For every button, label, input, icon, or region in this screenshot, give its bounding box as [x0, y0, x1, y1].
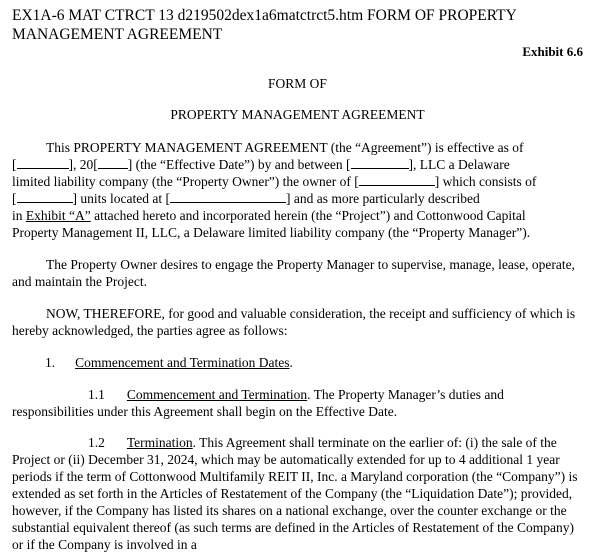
section-body: . This Agreement shall terminate on the earlier of: (i) the sale of the Project or (ii) December 31, 2024, which may be automatically extended for up to 4 additional 1 year periods if the term of Cottonwood Multifamily REIT II, Inc. a Maryland corporation (the “Company”) is extended as set forth in the Articles of Restatement of the Company (the “Liquidation Date”); provided, however, if the Company has listed its shares on a national exchange, over the counter exchange or the substantial equivalent thereof (as such terms are defined in the Articles of Restatement of the Company) or if the Company is involved in a	[12, 435, 578, 552]
form-of-heading: FORM OF	[268, 76, 327, 91]
intro-line-1: This PROPERTY MANAGEMENT AGREEMENT (the “Agreement”) is effective as of	[46, 140, 524, 155]
document-file-title: EX1A-6 MAT CTRCT 13 d219502dex1a6matctrct5.htm FORM OF PROPERTY MANAGEMENT AGREEMENT	[12, 7, 517, 43]
exhibit-a-reference: Exhibit “A”	[25, 208, 91, 223]
section-number: 1.2	[88, 435, 105, 450]
exhibit-label: Exhibit 6.6	[522, 44, 583, 59]
section-1-heading	[45, 355, 293, 371]
desire-paragraph: The Property Owner desires to engage the Property Manager to supervise, manage, lease, operate, and maintain the Project.	[12, 257, 575, 289]
intro-text: ] units located at [	[72, 191, 170, 206]
year-blank[interactable]	[98, 156, 128, 169]
address-blank[interactable]	[170, 190, 286, 203]
units-blank[interactable]	[17, 190, 73, 203]
agreement-title: PROPERTY MANAGEMENT AGREEMENT	[170, 107, 425, 122]
owner-name-blank[interactable]	[351, 156, 409, 169]
intro-text: ] (the “Effective Date”) by and between [	[127, 157, 351, 172]
intro-text: attached hereto and incorporated herein (the “Project”) and Cottonwood Capital	[90, 208, 526, 223]
section-body: . The Property Manager’s duties and responsibilities under this Agreement shall begin on the Effective Date.	[12, 387, 504, 419]
section-title-period: .	[289, 355, 293, 370]
intro-text: [	[12, 157, 17, 172]
intro-text: [	[12, 191, 17, 206]
section-number: 1.1	[88, 387, 105, 402]
intro-text: ], LLC a Delaware	[408, 157, 510, 172]
date-blank[interactable]	[17, 156, 69, 169]
intro-text: ] and as more particularly described	[285, 191, 480, 206]
intro-text: ] which consists of	[434, 174, 537, 189]
section-title: Commencement and Termination Dates	[75, 355, 290, 370]
project-name-blank[interactable]	[359, 173, 435, 186]
intro-text: ], 20[	[68, 157, 98, 172]
intro-text: in	[12, 208, 26, 223]
intro-text: limited liability company (the “Property Owner”) the owner of [	[12, 174, 359, 189]
section-1-1-paragraph	[12, 386, 584, 420]
section-number: 1.	[45, 355, 56, 370]
section-title: Commencement and Termination	[126, 387, 308, 402]
intro-paragraph	[12, 139, 584, 241]
section-title: Termination	[126, 435, 193, 450]
intro-text: Property Management II, LLC, a Delaware limited liability company (the “Property Manager”).	[12, 225, 531, 240]
now-therefore-paragraph: NOW, THEREFORE, for good and valuable consideration, the receipt and sufficiency of which is hereby acknowledged, the parties agree as follows:	[12, 306, 576, 338]
section-1-2-paragraph	[12, 434, 584, 553]
